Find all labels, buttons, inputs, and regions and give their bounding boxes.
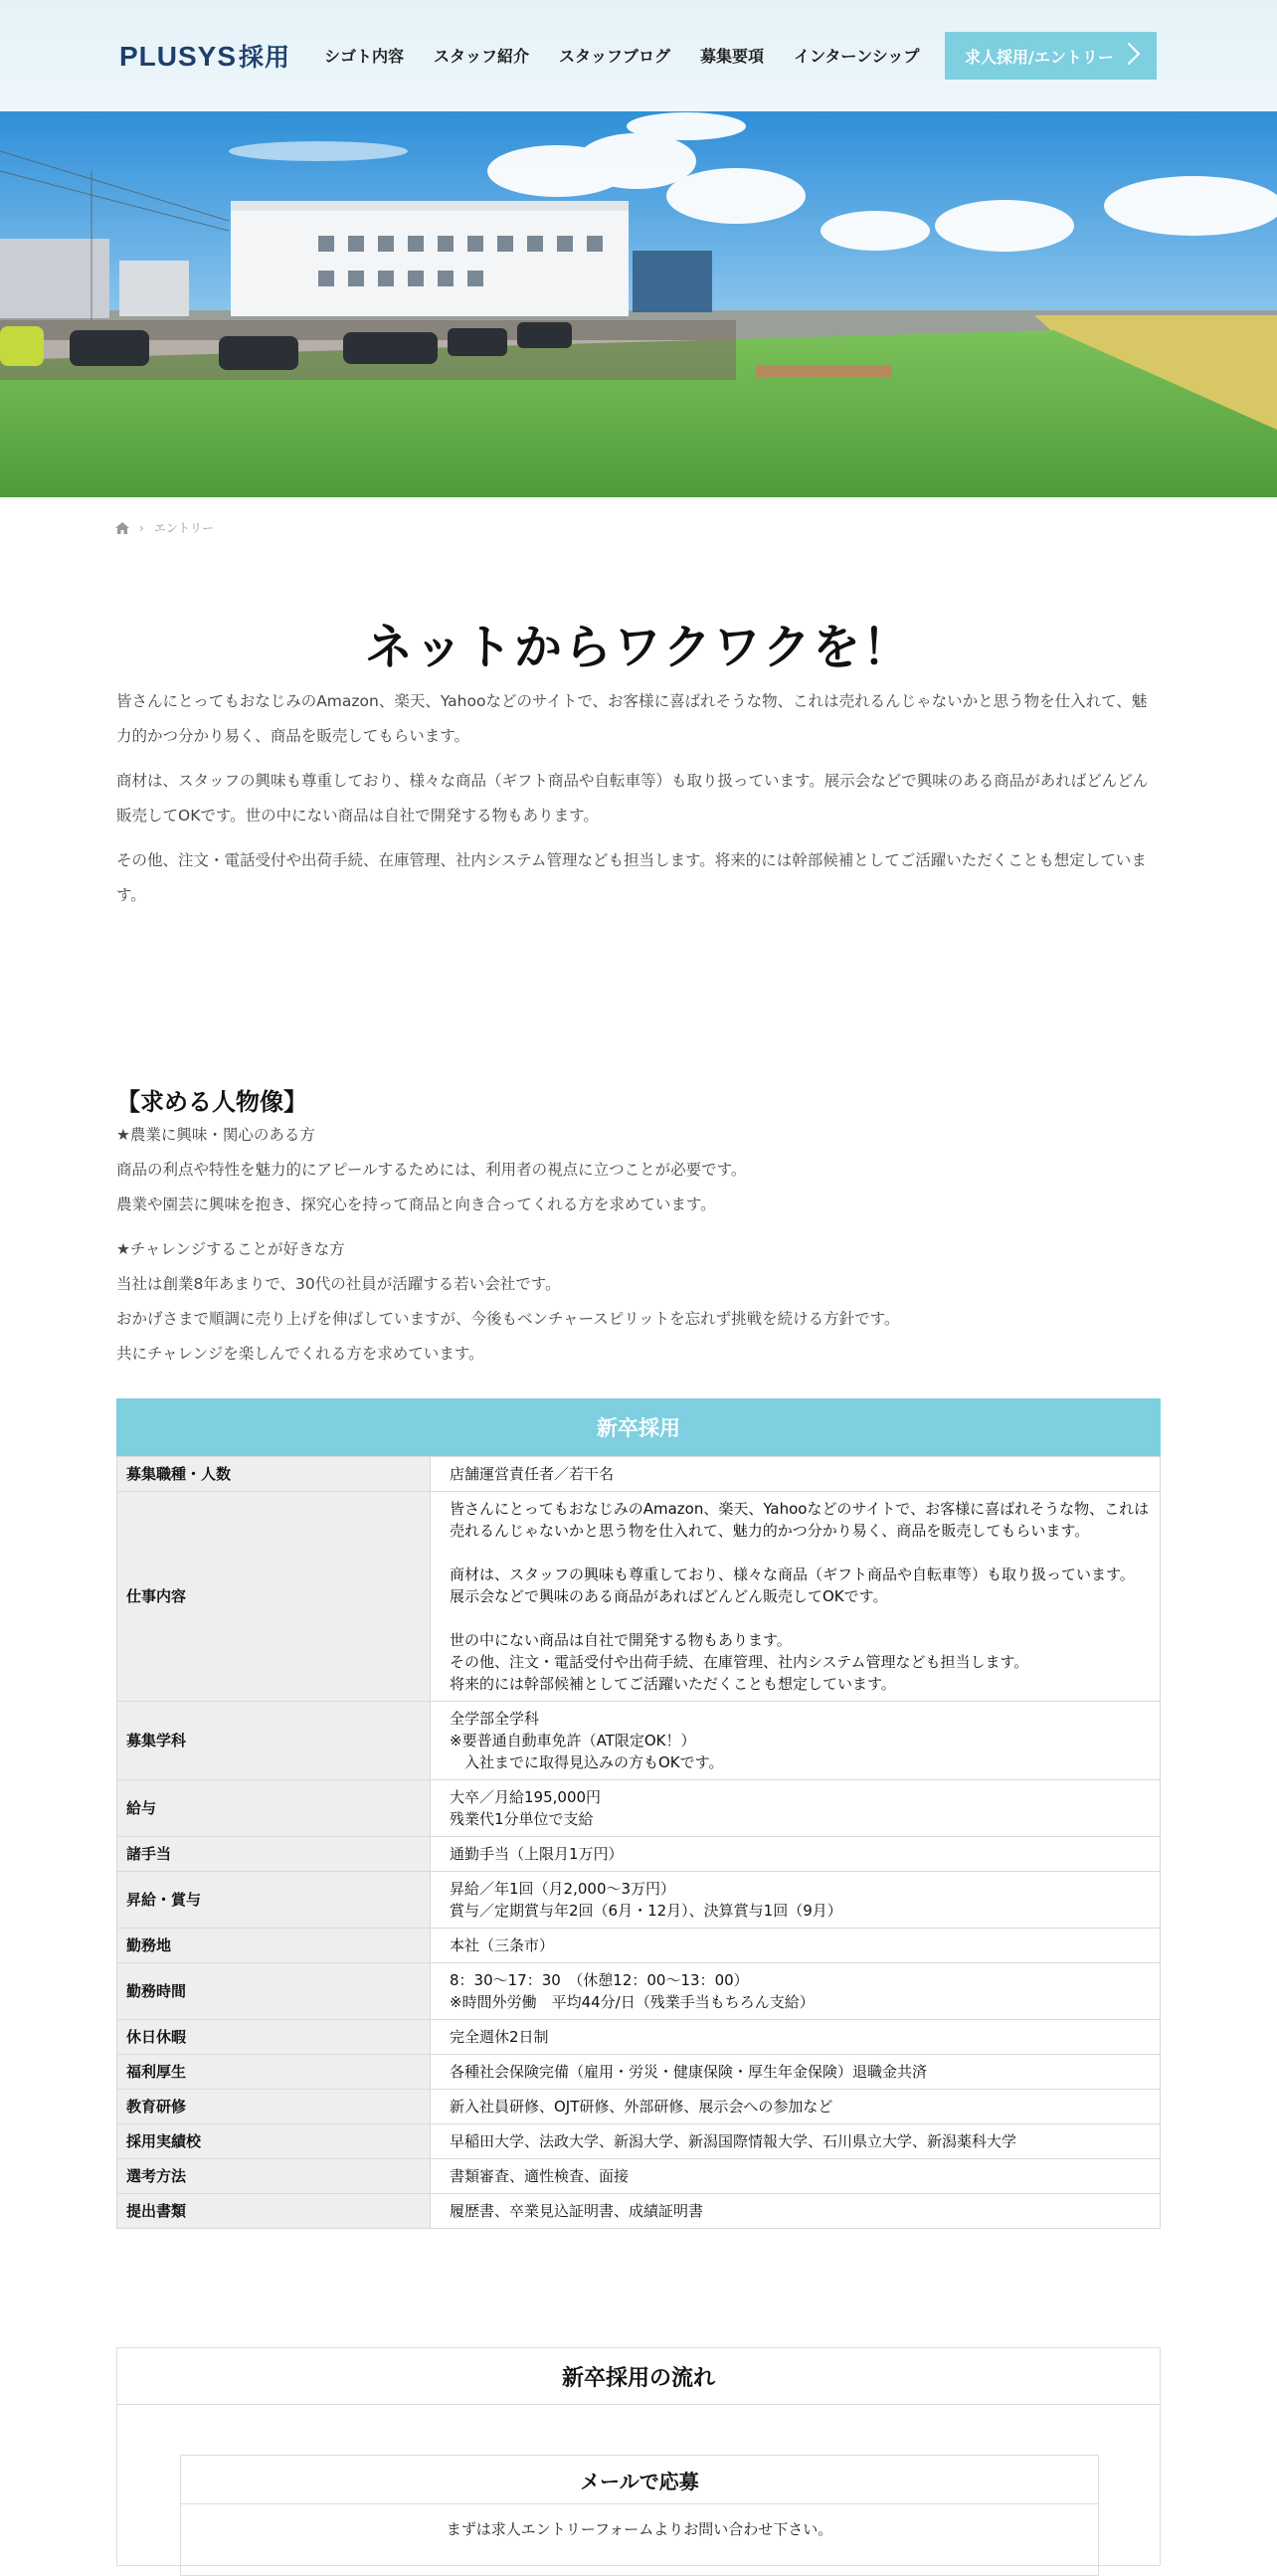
table-row [117, 1457, 1161, 1492]
flow-step [180, 2455, 1099, 2576]
recruit-flow-box [116, 2347, 1161, 2566]
row-value: 完全週休2日制 [431, 2020, 1161, 2055]
requirement-line: 共にチャレンジを楽しんでくれる方を求めています。 [116, 1345, 484, 1363]
requirements-body [116, 1118, 1161, 1372]
requirement-line: 当社は創業8年あまりで、30代の社員が活躍する若い会社です。 [116, 1275, 561, 1293]
table-row [117, 1492, 1161, 1702]
row-label: 募集職種・人数 [117, 1457, 431, 1492]
chevron-right-icon [1118, 43, 1141, 66]
requirement-line: ★チャレンジすることが好きな方 [116, 1240, 345, 1258]
entry-button[interactable] [945, 32, 1157, 80]
page-title: ネットからワクワクを！ [364, 620, 912, 675]
row-label: 昇給・賞与 [117, 1872, 431, 1929]
intro-paragraph: 皆さんにとってもおなじみのAmazon、楽天、Yahooなどのサイトで、お客様に喜ばれそうな物、これは売れるんじゃないかと思う物を仕入れて、魅力的かつ分かり易く、商品を販売してもらいます。 [116, 692, 1148, 745]
nav-item-internship[interactable]: インターンシップ [794, 47, 920, 66]
row-value: 店舗運営責任者／若干名 [431, 1457, 1161, 1492]
row-label: 休日休暇 [117, 2020, 431, 2055]
row-value: 通勤手当（上限月1万円） [431, 1837, 1161, 1872]
table-row [117, 2020, 1161, 2055]
row-value: 8：30～17：30 （休憩12：00～13：00） ※時間外労働 平均44分/日（残業手当もちろん支給） [431, 1963, 1161, 2020]
hero-photo [0, 111, 1277, 497]
requirement-line: 農業や園芸に興味を抱き、探究心を持って商品と向き合ってくれる方を求めています。 [116, 1196, 716, 1213]
intro-text [116, 684, 1161, 923]
row-label: 勤務地 [117, 1929, 431, 1963]
row-value: 早稲田大学、法政大学、新潟大学、新潟国際情報大学、石川県立大学、新潟薬科大学 [431, 2124, 1161, 2159]
entry-button-label: 求人採用/エントリー [965, 47, 1114, 67]
row-value: 履歴書、卒業見込証明書、成績証明書 [431, 2194, 1161, 2229]
row-label: 募集学科 [117, 1702, 431, 1780]
logo-kanji: 採用 [239, 43, 291, 72]
row-label: 福利厚生 [117, 2055, 431, 2090]
nav-item-blog[interactable]: スタッフブログ [559, 47, 671, 66]
main-nav [324, 44, 949, 67]
row-label: 諸手当 [117, 1837, 431, 1872]
row-label: 仕事内容 [117, 1492, 431, 1702]
breadcrumb-current: エントリー [153, 521, 214, 535]
row-label: 勤務時間 [117, 1963, 431, 2020]
row-label: 提出書類 [117, 2194, 431, 2229]
requirement-line: 商品の利点や特性を魅力的にアピールするためには、利用者の視点に立つことが必要です。 [116, 1161, 747, 1179]
row-value: 各種社会保険完備（雇用・労災・健康保険・厚生年金保険）退職金共済 [431, 2055, 1161, 2090]
requirement-line: ★農業に興味・関心のある方 [116, 1126, 315, 1144]
site-logo[interactable] [119, 38, 290, 74]
row-value: 本社（三条市） [431, 1929, 1161, 1963]
table-row [117, 1872, 1161, 1929]
table-row [117, 2055, 1161, 2090]
intro-paragraph: 商材は、スタッフの興味も尊重しており、様々な商品（ギフト商品や自転車等）も取り扱っています。展示会などで興味のある商品があればどんどん販売してOKです。世の中にない商品は自社で開発する物もあります。 [116, 772, 1149, 825]
nav-item-recruit[interactable]: 募集要項 [700, 47, 765, 66]
row-label: 給与 [117, 1780, 431, 1837]
table-row [117, 1702, 1161, 1780]
table-row [117, 2194, 1161, 2229]
new-graduate-table [116, 1398, 1161, 2229]
requirements-title: 【求める人物像】 [116, 1088, 307, 1116]
row-value: 昇給／年1回（月2,000～3万円） 賞与／定期賞与年2回（6月・12月）、決算賞与1回（9月） [431, 1872, 1161, 1929]
requirement-line: おかげさまで順調に売り上げを伸ばしていますが、今後もベンチャースピリットを忘れず挑戦を続ける方針です。 [116, 1310, 900, 1328]
intro-paragraph: その他、注文・電話受付や出荷手続、在庫管理、社内システム管理なども担当します。将来的には幹部候補としてご活躍いただくことも想定しています。 [116, 851, 1147, 904]
breadcrumb [115, 519, 214, 536]
flow-title: 新卒採用の流れ [117, 2348, 1160, 2405]
site-header [0, 0, 1277, 111]
row-value: 大卒／月給195,000円 残業代1分単位で支給 [431, 1780, 1161, 1837]
row-label: 教育研修 [117, 2090, 431, 2124]
table-row [117, 1837, 1161, 1872]
row-label: 採用実績校 [117, 2124, 431, 2159]
row-value: 書類審査、適性検査、面接 [431, 2159, 1161, 2194]
row-label: 選考方法 [117, 2159, 431, 2194]
row-value: 全学部全学科 ※要普通自動車免許（AT限定OK！） 入社までに取得見込みの方もOKです。 [431, 1702, 1161, 1780]
nav-item-staff[interactable]: スタッフ紹介 [434, 47, 530, 66]
table-title: 新卒採用 [116, 1398, 1161, 1456]
nav-item-work[interactable]: シゴト内容 [324, 47, 405, 66]
table-row [117, 2124, 1161, 2159]
table-row [117, 2090, 1161, 2124]
breadcrumb-separator: › [139, 520, 144, 535]
hero-image [0, 111, 1277, 497]
table-row [117, 1963, 1161, 2020]
step-text: まずは求人エントリーフォームよりお問い合わせ下さい。 [446, 2520, 833, 2538]
row-value: 新入社員研修、OJT研修、外部研修、展示会への参加など [431, 2090, 1161, 2124]
spacer [116, 1222, 1161, 1232]
logo-text: PLUSYS [119, 41, 238, 72]
job-details-table [116, 1456, 1161, 2229]
step-title: メールで応募 [181, 2456, 1098, 2504]
table-row [117, 1929, 1161, 1963]
row-value: 皆さんにとってもおなじみのAmazon、楽天、Yahooなどのサイトで、お客様に喜ばれそうな物、これは売れるんじゃないかと思う物を仕入れて、魅力的かつ分かり易く、商品を販売してもらいます。 商材は、スタッフの興味も尊重しており、様々な商品（ギフト商品や自転車等）も取り扱っています。 展示会などで興味のある商品があればどんどん販売してOKです。 世の中にない商品は自社で開発する物もあります。 その他、注文・電話受付や出荷手続、在庫管理、社内システム管理なども担当します。 将来的には幹部候補としてご活躍いただくことも想定しています。 [431, 1492, 1161, 1702]
table-row [117, 2159, 1161, 2194]
home-icon[interactable] [115, 522, 129, 534]
table-row [117, 1780, 1161, 1837]
